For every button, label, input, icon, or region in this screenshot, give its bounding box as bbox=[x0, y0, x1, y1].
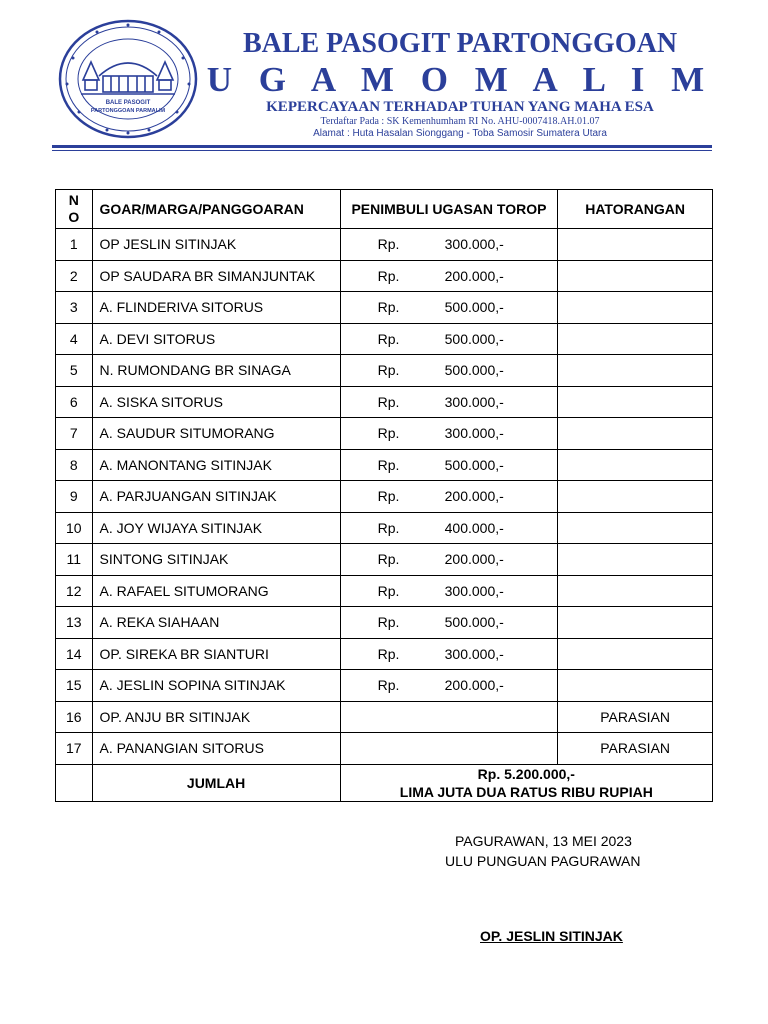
header-note: HATORANGAN bbox=[558, 190, 713, 229]
row-name: A. SAUDUR SITUMORANG bbox=[92, 418, 340, 450]
row-amount-cell bbox=[340, 323, 558, 355]
row-amount: 500.000,- bbox=[444, 614, 504, 631]
row-amount-cell bbox=[340, 229, 558, 261]
row-amount: 200.000,- bbox=[444, 551, 504, 568]
row-note: PARASIAN bbox=[558, 733, 713, 765]
row-currency: Rp. bbox=[377, 677, 400, 694]
header-no-line1: N bbox=[68, 192, 79, 208]
row-currency: Rp. bbox=[377, 393, 400, 410]
header-no bbox=[56, 190, 93, 229]
row-note bbox=[558, 638, 713, 670]
row-no: 5 bbox=[56, 355, 93, 387]
row-amount-cell bbox=[340, 607, 558, 639]
row-amount-cell bbox=[340, 544, 558, 576]
row-no: 8 bbox=[56, 449, 93, 481]
row-no: 1 bbox=[56, 229, 93, 261]
row-name: A. JESLIN SOPINA SITINJAK bbox=[92, 670, 340, 702]
row-name: OP JESLIN SITINJAK bbox=[92, 229, 340, 261]
row-amount-cell bbox=[340, 575, 558, 607]
row-no: 4 bbox=[56, 323, 93, 355]
row-currency: Rp. bbox=[377, 267, 400, 284]
row-note bbox=[558, 670, 713, 702]
row-no: 3 bbox=[56, 292, 93, 324]
row-note: PARASIAN bbox=[558, 701, 713, 733]
table-row bbox=[56, 292, 713, 324]
row-amount-cell bbox=[340, 638, 558, 670]
total-amount-cell bbox=[340, 764, 712, 801]
row-amount: 200.000,- bbox=[444, 267, 504, 284]
row-amount: 200.000,- bbox=[444, 677, 504, 694]
row-name: A. RAFAEL SITUMORANG bbox=[92, 575, 340, 607]
row-currency: Rp. bbox=[377, 362, 400, 379]
row-note bbox=[558, 449, 713, 481]
row-amount: 500.000,- bbox=[444, 299, 504, 316]
total-no-cell bbox=[56, 764, 93, 801]
row-amount-cell bbox=[340, 292, 558, 324]
table-row bbox=[56, 575, 713, 607]
row-amount-cell bbox=[340, 449, 558, 481]
row-name: OP. ANJU BR SITINJAK bbox=[92, 701, 340, 733]
table-row bbox=[56, 481, 713, 513]
row-note bbox=[558, 260, 713, 292]
table-row bbox=[56, 670, 713, 702]
row-amount: 300.000,- bbox=[444, 645, 504, 662]
row-no: 17 bbox=[56, 733, 93, 765]
row-amount-cell bbox=[340, 670, 558, 702]
row-amount-cell bbox=[340, 418, 558, 450]
organization-name: BALE PASOGIT PARTONGGOAN bbox=[242, 28, 678, 59]
header-divider-thin bbox=[52, 150, 712, 151]
row-amount-cell bbox=[340, 355, 558, 387]
table-row bbox=[56, 544, 713, 576]
row-name: A. REKA SIAHAAN bbox=[92, 607, 340, 639]
row-no: 6 bbox=[56, 386, 93, 418]
row-amount: 500.000,- bbox=[444, 330, 504, 347]
row-no: 12 bbox=[56, 575, 93, 607]
row-amount-cell bbox=[340, 512, 558, 544]
row-amount: 300.000,- bbox=[444, 393, 504, 410]
table-row bbox=[56, 386, 713, 418]
logo-line1: BALE PASOGIT bbox=[105, 100, 151, 106]
row-note bbox=[558, 323, 713, 355]
row-currency: Rp. bbox=[377, 456, 400, 473]
row-note bbox=[558, 229, 713, 261]
row-name: SINTONG SITINJAK bbox=[92, 544, 340, 576]
row-amount-cell bbox=[340, 260, 558, 292]
row-note bbox=[558, 292, 713, 324]
row-amount: 300.000,- bbox=[444, 236, 504, 253]
table-row bbox=[56, 229, 713, 261]
row-amount: 500.000,- bbox=[444, 456, 504, 473]
row-amount-cell bbox=[340, 701, 558, 733]
row-name: A. DEVI SITORUS bbox=[92, 323, 340, 355]
row-name: A. PARJUANGAN SITINJAK bbox=[92, 481, 340, 513]
table-header-row bbox=[56, 190, 713, 229]
row-amount-cell bbox=[340, 481, 558, 513]
table-row bbox=[56, 701, 713, 733]
row-name: A. JOY WIJAYA SITINJAK bbox=[92, 512, 340, 544]
table-row bbox=[56, 638, 713, 670]
signature-role: ULU PUNGUAN PAGURAWAN bbox=[445, 853, 641, 869]
registration-text: Terdaftar Pada : SK Kemenhumham RI No. AHU-0007418.AH.01.07 bbox=[320, 116, 600, 127]
row-no: 10 bbox=[56, 512, 93, 544]
row-note bbox=[558, 512, 713, 544]
total-amount: Rp. 5.200.000,- bbox=[477, 765, 575, 782]
row-currency: Rp. bbox=[377, 551, 400, 568]
table-row bbox=[56, 355, 713, 387]
header-divider-thick bbox=[52, 145, 712, 148]
row-no: 11 bbox=[56, 544, 93, 576]
row-note bbox=[558, 355, 713, 387]
row-amount-cell bbox=[340, 733, 558, 765]
signature-place-date: PAGURAWAN, 13 MEI 2023 bbox=[455, 833, 632, 849]
row-note bbox=[558, 575, 713, 607]
table-row bbox=[56, 323, 713, 355]
address-text: Alamat : Huta Hasalan Sionggang - Toba Samosir Sumatera Utara bbox=[313, 128, 607, 139]
row-no: 2 bbox=[56, 260, 93, 292]
total-row bbox=[56, 764, 713, 801]
donation-table bbox=[55, 189, 713, 802]
table-row bbox=[56, 418, 713, 450]
total-amount-words: LIMA JUTA DUA RATUS RIBU RUPIAH bbox=[399, 783, 653, 800]
row-no: 16 bbox=[56, 701, 93, 733]
row-no: 9 bbox=[56, 481, 93, 513]
table-row bbox=[56, 607, 713, 639]
header-name: GOAR/MARGA/PANGGOARAN bbox=[92, 190, 340, 229]
row-name: A. FLINDERIVA SITORUS bbox=[92, 292, 340, 324]
row-name: A. PANANGIAN SITORUS bbox=[92, 733, 340, 765]
row-amount: 300.000,- bbox=[444, 425, 504, 442]
row-no: 13 bbox=[56, 607, 93, 639]
row-amount: 500.000,- bbox=[444, 362, 504, 379]
logo-line2: PARTONGGOAN PARMALIM bbox=[90, 108, 166, 114]
row-no: 14 bbox=[56, 638, 93, 670]
row-currency: Rp. bbox=[377, 645, 400, 662]
row-amount: 300.000,- bbox=[444, 582, 504, 599]
table-row bbox=[56, 733, 713, 765]
row-name: OP. SIREKA BR SIANTURI bbox=[92, 638, 340, 670]
header-amount: PENIMBULI UGASAN TOROP bbox=[340, 190, 558, 229]
organization-subtitle: U G A M O M A L I M bbox=[206, 60, 714, 99]
row-amount: 400.000,- bbox=[444, 519, 504, 536]
row-currency: Rp. bbox=[377, 519, 400, 536]
row-note bbox=[558, 418, 713, 450]
row-currency: Rp. bbox=[377, 299, 400, 316]
organization-seal-logo bbox=[57, 18, 199, 140]
total-label: JUMLAH bbox=[92, 764, 340, 801]
row-currency: Rp. bbox=[377, 330, 400, 347]
row-amount: 200.000,- bbox=[444, 488, 504, 505]
row-name: A. MANONTANG SITINJAK bbox=[92, 449, 340, 481]
signature-name: OP. JESLIN SITINJAK bbox=[480, 928, 623, 944]
row-note bbox=[558, 544, 713, 576]
table-row bbox=[56, 512, 713, 544]
row-currency: Rp. bbox=[377, 582, 400, 599]
row-currency: Rp. bbox=[377, 425, 400, 442]
row-currency: Rp. bbox=[377, 236, 400, 253]
row-name: A. SISKA SITORUS bbox=[92, 386, 340, 418]
row-name: N. RUMONDANG BR SINAGA bbox=[92, 355, 340, 387]
row-note bbox=[558, 481, 713, 513]
row-no: 15 bbox=[56, 670, 93, 702]
row-note bbox=[558, 386, 713, 418]
row-currency: Rp. bbox=[377, 488, 400, 505]
row-note bbox=[558, 607, 713, 639]
row-amount-cell bbox=[340, 386, 558, 418]
organization-tagline: KEPERCAYAAN TERHADAP TUHAN YANG MAHA ESA bbox=[266, 99, 654, 115]
header-no-line2: O bbox=[68, 209, 80, 225]
row-currency: Rp. bbox=[377, 614, 400, 631]
row-no: 7 bbox=[56, 418, 93, 450]
row-name: OP SAUDARA BR SIMANJUNTAK bbox=[92, 260, 340, 292]
table-row bbox=[56, 260, 713, 292]
table-row bbox=[56, 449, 713, 481]
